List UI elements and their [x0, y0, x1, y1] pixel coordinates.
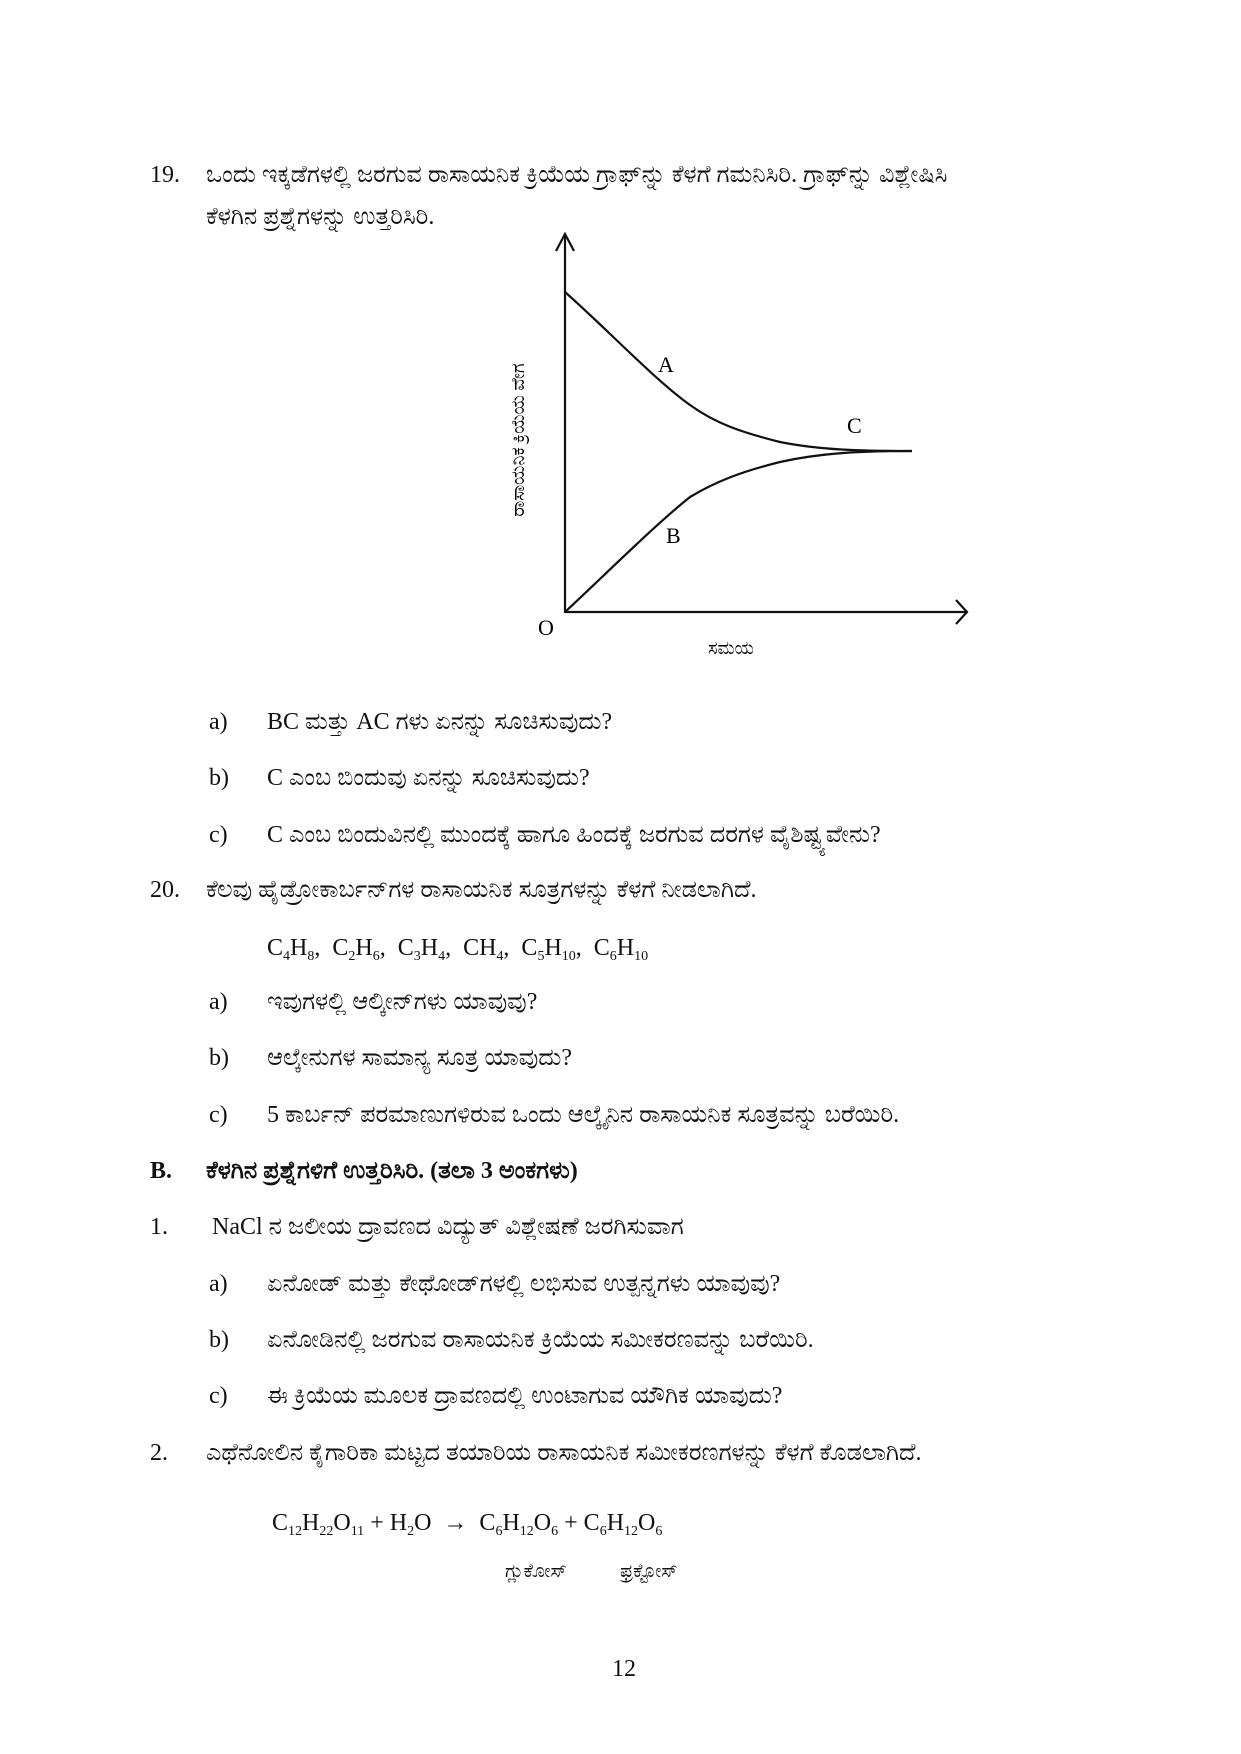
q19-part-b-letter: b) [209, 765, 229, 791]
q19-part-a-text: BC ಮತ್ತು AC ಗಳು ಏನನ್ನು ಸೂಚಿಸುವುದು? [267, 709, 613, 735]
b1-part-a-text: ಏನೋಡ್ ಮತ್ತು ಕೇಥೋಡ್‌ಗಳಲ್ಲಿ ಲಭಿಸುವ ಉತ್ಪನ್ನಗಳು ಯಾವುವು? [267, 1271, 781, 1297]
origin-label: O [538, 615, 554, 640]
q20-part-b-text: ಆಲ್ಕೇನುಗಳ ಸಾಮಾನ್ಯ ಸೂತ್ರ ಯಾವುದು? [267, 1045, 573, 1071]
q19-part-b-text: C ಎಂಬ ಬಿಂದುವು ಏನನ್ನು ಸೂಚಿಸುವುದು? [267, 765, 590, 791]
question-20-text: ಕೆಲವು ಹೈಡ್ರೋಕಾರ್ಬನ್‌ಗಳ ರಾಸಾಯನಿಕ ಸೂತ್ರಗಳನ್ನು ಕೆಳಗೆ ನೀಡಲಾಗಿದೆ. [206, 877, 757, 903]
glucose-label: ಗ್ಲುಕೋಸ್ [505, 1561, 567, 1582]
reaction-rate-graph [480, 220, 1000, 680]
q20-part-c-text: 5 ಕಾರ್ಬನ್ ಪರಮಾಣುಗಳಿರುವ ಒಂದು ಆಲ್ಕೈನಿನ ರಾಸಾಯನಿಕ ಸೂತ್ರವನ್ನು ಬರೆಯಿರಿ. [267, 1102, 900, 1128]
q20-part-b-letter: b) [209, 1045, 229, 1071]
question-19-text-line1: ಒಂದು ಇಕ್ಕಡೆಗಳಲ್ಲಿ ಜರಗುವ ರಾಸಾಯನಿಕ ಕ್ರಿಯೆಯ ಗ್ರಾಫ್‌ನ್ನು ಕೆಳಗೆ ಗಮನಿಸಿರಿ. ಗ್ರಾಫ್‌ನ್ನು ವಿಶ್ಲೇಷಿಸಿ [206, 162, 948, 188]
arrow-icon: → [443, 1510, 468, 1536]
page-number: 12 [612, 1656, 636, 1682]
question-number-b2: 2. [150, 1440, 168, 1466]
q19-part-c-letter: c) [209, 822, 228, 848]
question-19-text-line2: ಕೆಳಗಿನ ಪ್ರಶ್ನೆಗಳನ್ನು ಉತ್ತರಿಸಿರಿ. [206, 204, 435, 230]
ethanol-equation: $C_{12}H_{22}O_{11} + H_2O \to C_6H_{12}O_6 + C_6H_{12}O_6$ [272, 1510, 663, 1539]
section-b-letter: B. [150, 1158, 173, 1184]
q19-part-a-letter: a) [209, 709, 228, 735]
b1-part-c-letter: c) [209, 1383, 228, 1409]
y-axis-label: ರಾಸಾಯನಿಕ ಕ್ರಿಯೆಯ ವೇಗ [508, 363, 528, 517]
q20-part-c-letter: c) [209, 1102, 228, 1128]
q20-part-a-letter: a) [209, 989, 228, 1015]
q19-part-c-text: C ಎಂಬ ಬಿಂದುವಿನಲ್ಲಿ ಮುಂದಕ್ಕೆ ಹಾಗೂ ಹಿಂದಕ್ಕೆ ಜರಗುವ ದರಗಳ ವೈಶಿಷ್ಟ್ಯವೇನು? [267, 822, 881, 848]
hydrocarbon-formulas: $C_4H_8$, $C_2H_6$, $C_3H_4$, $CH_4$, $C_5H_{10}$, $C_6H_{10}$ [267, 935, 649, 964]
b1-part-c-text: ಈ ಕ್ರಿಯೆಯ ಮೂಲಕ ದ್ರಾವಣದಲ್ಲಿ ಉಂಟಾಗುವ ಯೌಗಿಕ ಯಾವುದು? [267, 1383, 783, 1409]
question-b2-text: ಎಥೆನೋಲಿನ ಕೈಗಾರಿಕಾ ಮಟ್ಟದ ತಯಾರಿಯ ರಾಸಾಯನಿಕ ಸಮೀಕರಣಗಳನ್ನು ಕೆಳಗೆ ಕೊಡಲಾಗಿದೆ. [206, 1440, 922, 1466]
question-number-b1: 1. [150, 1214, 168, 1240]
x-axis-label: ಸಮಯ [708, 638, 754, 658]
q20-part-a-text: ಇವುಗಳಲ್ಲಿ ಆಲ್ಕೀನ್‌ಗಳು ಯಾವುವು? [267, 989, 538, 1015]
b1-part-b-letter: b) [209, 1327, 229, 1353]
question-number-19: 19. [150, 162, 180, 188]
b1-part-a-letter: a) [209, 1271, 228, 1297]
question-b1-text: NaCl ನ ಜಲೀಯ ದ್ರಾವಣದ ವಿದ್ಯುತ್ ವಿಶ್ಲೇಷಣೆ ಜರಗಿಸುವಾಗ [212, 1214, 684, 1240]
question-number-20: 20. [150, 877, 180, 903]
label-a: A [658, 352, 674, 377]
label-c: C [847, 413, 862, 438]
curve-b-backward-rate [565, 451, 912, 612]
b1-part-b-text: ಏನೋಡಿನಲ್ಲಿ ಜರಗುವ ರಾಸಾಯನಿಕ ಕ್ರಿಯೆಯ ಸಮೀಕರಣವನ್ನು ಬರೆಯಿರಿ. [267, 1327, 814, 1353]
section-b-heading: ಕೆಳಗಿನ ಪ್ರಶ್ನೆಗಳಿಗೆ ಉತ್ತರಿಸಿರಿ. (ತಲಾ 3 ಅಂಕಗಳು) [206, 1158, 578, 1184]
fructose-label: ಫ್ರಕ್ಟೋಸ್ [620, 1561, 678, 1582]
label-b: B [666, 523, 681, 548]
